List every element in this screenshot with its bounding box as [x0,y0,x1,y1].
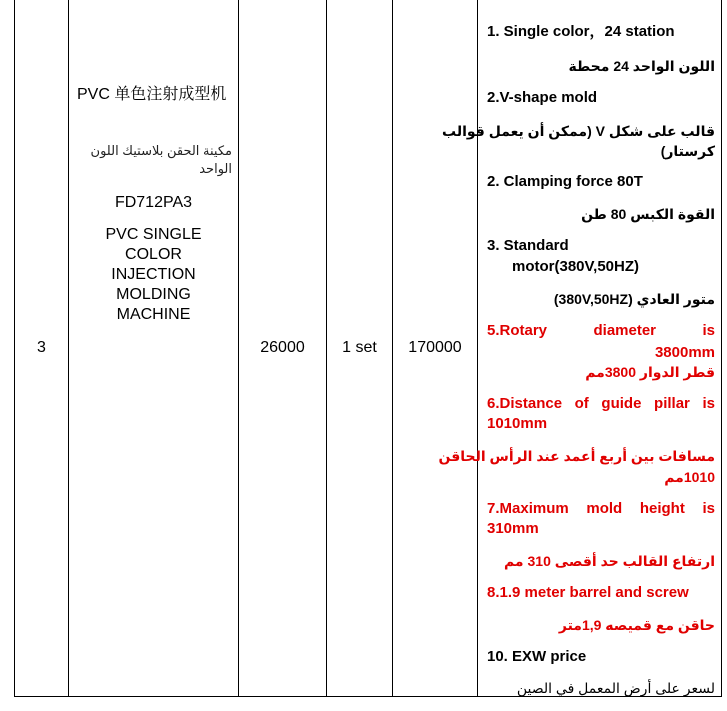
quantity: 1 set [342,339,377,356]
cell-product [68,0,239,697]
total-price: 170000 [408,339,462,356]
cell-total [392,0,478,697]
product-name-en [81,225,226,325]
spec-5-en-1: 5.Rotary diameter is [487,322,715,339]
product-name-en-line: MACHINE [116,306,191,323]
spec-7-en-1: 7.Maximum mold height is [487,500,715,517]
spec-6-ar-1: مسافات بين أربع أعمد عند الرأس الحاقن [438,448,715,464]
product-name-en-line: PVC SINGLE [105,226,202,243]
spec-7-ar: ارتفاع القالب حد أقصى 310 مم [503,553,715,569]
cell-quantity [326,0,393,697]
spec-4-en-1: 3. Standard [487,237,569,254]
product-model: FD712PA3 [114,194,193,211]
spec-6-en-2: 1010mm [487,415,548,432]
product-name-cn: PVC 单色注射成型机 [77,86,227,103]
spec-2-en: 2.V-shape mold [487,89,598,106]
cell-index [14,0,69,697]
spec-6-en-1: 6.Distance of guide pillar is [487,395,715,412]
spec-3-en: 2. Clamping force 80T [487,173,643,190]
spec-6-ar-2: 1010مم [664,469,715,485]
product-name-en-line: MOLDING [116,286,191,303]
spec-8-en: 8.1.9 meter barrel and screw [487,584,689,601]
product-name-en-line: COLOR [125,246,182,263]
spec-5-en-2: 3800mm [654,344,715,361]
spec-4-ar: متور العادي (380V,50HZ) [553,291,715,307]
unit-price: 26000 [260,339,305,356]
product-name-en-line: INJECTION [111,266,196,283]
product-name-ar: مكينة الحقن بلاستيك اللون الواحد [90,143,232,176]
spec-3-ar: القوة الكبس 80 طن [581,206,715,222]
spec-5-ar: قطر الدوار 3800مم [585,364,715,380]
spec-10-ar: لسعر على أرض المعمل في الصين [516,680,715,696]
cell-specifications [438,0,722,697]
spec-2-ar-2: كرستار) [660,143,715,159]
quotation-table [14,0,722,699]
spec-1-ar: اللون الواحد 24 محطة [568,58,715,74]
spec-1-en: 1. Single color，24 station [487,23,675,40]
spec-10-en: 10. EXW price [487,648,587,665]
cell-unit-price [238,0,327,697]
spec-7-en-2: 310mm [487,520,539,537]
row-index: 3 [37,339,46,356]
spec-4-en-2: motor(380V,50HZ) [512,258,639,275]
spec-2-ar-1: قالب على شكل V (ممكن أن يعمل قوالب [442,123,715,139]
spec-8-ar: حاقن مع قميصه 1,9متر [558,617,715,633]
